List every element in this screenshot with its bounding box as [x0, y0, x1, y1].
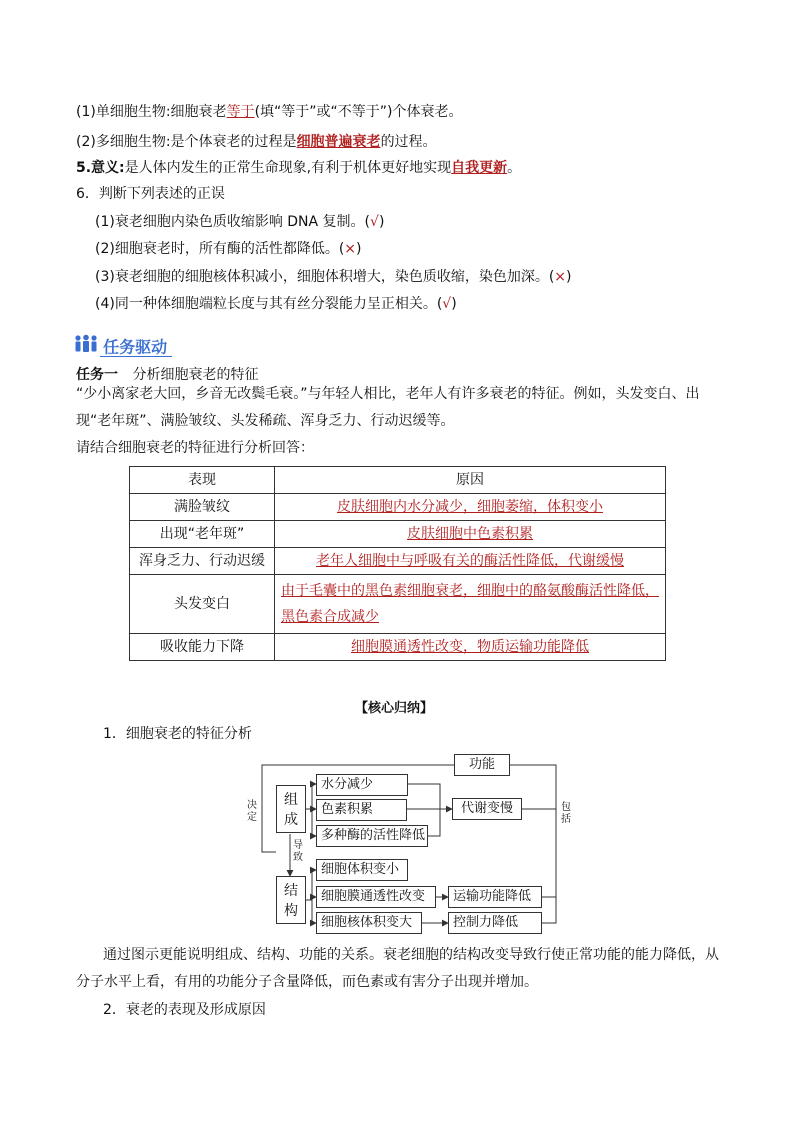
judge-q1: (1)衰老细胞内染色质收缩影响 DNA 复制。(√): [95, 214, 385, 230]
aging-diagram: [240, 752, 570, 938]
judge-q2: (2)细胞衰老时，所有酶的活性都降低。(×): [95, 241, 362, 257]
core-title: 【核心归纳】: [355, 701, 434, 716]
core-summary-1: 通过图示更能说明组成、结构、功能的关系。衰老细胞的结构改变导致行使正常功能的能力降低，从: [103, 947, 719, 963]
task-heading: 任务驱动: [74, 334, 167, 358]
box-membrane: 细胞膜通透性改变: [316, 886, 436, 908]
core-summary-2: 分子水平上看，有用的功能分子含量降低，而色素或有害分子出现并增加。: [76, 974, 538, 990]
box-water-decrease: 水分减少: [316, 774, 408, 796]
table-row: [130, 494, 666, 521]
intro-line-2: 现“老年斑”、满脸皱纹、头发稀疏、浑身乏力、行动迟缓等。: [76, 413, 455, 429]
box-control: 控制力降低: [448, 912, 542, 934]
table-header: 表现: [130, 467, 275, 494]
table-cell-reason: 皮肤细胞中色素积累: [275, 521, 666, 548]
core-point-1: 1．细胞衰老的特征分析: [103, 726, 252, 742]
table-header-row: [130, 467, 666, 494]
item-5: 5.意义:是人体内发生的正常生命现象,有利于机体更好地实现自我更新。: [76, 160, 522, 176]
table-header: 原因: [275, 467, 666, 494]
table-cell-reason: 由于毛囊中的黑色素细胞衰老，细胞中的酪氨酸酶活性降低，黑色素合成减少: [275, 575, 666, 634]
table-row: [130, 521, 666, 548]
table-row: [130, 634, 666, 661]
table-cell-reason: 细胞膜通透性改变，物质运输功能降低: [275, 634, 666, 661]
table-cell-sign: 出现“老年斑”: [130, 521, 275, 548]
table-row: [130, 548, 666, 575]
judge-q4: (4)同一种体细胞端粒长度与其有丝分裂能力呈正相关。(√): [95, 296, 457, 312]
box-nucleus: 细胞核体积变大: [316, 912, 422, 934]
table-cell-sign: 吸收能力下降: [130, 634, 275, 661]
box-metabolism: 代谢变慢: [452, 798, 522, 820]
label-decide: 决定: [247, 800, 257, 823]
answer-5: 自我更新: [451, 160, 508, 176]
box-composition: 组成: [276, 785, 306, 833]
judge-title: 6．判断下列表述的正误: [76, 186, 225, 202]
box-cell-volume: 细胞体积变小: [316, 859, 408, 881]
box-transport: 运输功能降低: [448, 886, 542, 908]
table-cell-sign: 浑身乏力、行动迟缓: [130, 548, 275, 575]
box-pigment-accumulation: 色素积累: [316, 799, 407, 821]
table-cell-reason: 皮肤细胞内水分减少，细胞萎缩，体积变小: [275, 494, 666, 521]
table-row: [130, 575, 666, 634]
intro-line-1: “少小离家老大回，乡音无改鬓毛衰。”与年轻人相比，老年人有许多衰老的特征。例如，头发变白、出: [76, 386, 700, 402]
heading-underline: [100, 356, 172, 357]
aging-table: [129, 466, 666, 661]
box-structure: 结构: [276, 876, 306, 924]
table-cell-sign: 头发变白: [130, 575, 275, 634]
answer-1: 等于: [226, 104, 255, 120]
label-include: 包括: [561, 802, 571, 825]
item-1: (1)单细胞生物:细胞衰老等于(填“等于”或“不等于”)个体衰老。: [76, 104, 463, 120]
task-title: 任务一 分析细胞衰老的特征: [76, 367, 259, 383]
label-lead: 导致: [293, 840, 303, 863]
box-function: 功能: [454, 754, 510, 776]
judge-q3: (3)衰老细胞的细胞核体积减小，细胞体积增大，染色质收缩，染色加深。(×): [95, 269, 572, 285]
table-cell-reason: 老年人细胞中与呼吸有关的酶活性降低，代谢缓慢: [275, 548, 666, 575]
intro-prompt: 请结合细胞衰老的特征进行分析回答：: [76, 440, 314, 456]
answer-2: 细胞普遍衰老: [296, 134, 381, 150]
box-enzyme-activity: 多种酶的活性降低: [316, 825, 428, 847]
team-icon: [74, 334, 98, 358]
item-2: (2)多细胞生物:是个体衰老的过程是细胞普遍衰老的过程。: [76, 134, 437, 150]
core-point-2: 2．衰老的表现及形成原因: [103, 1002, 266, 1018]
table-cell-sign: 满脸皱纹: [130, 494, 275, 521]
